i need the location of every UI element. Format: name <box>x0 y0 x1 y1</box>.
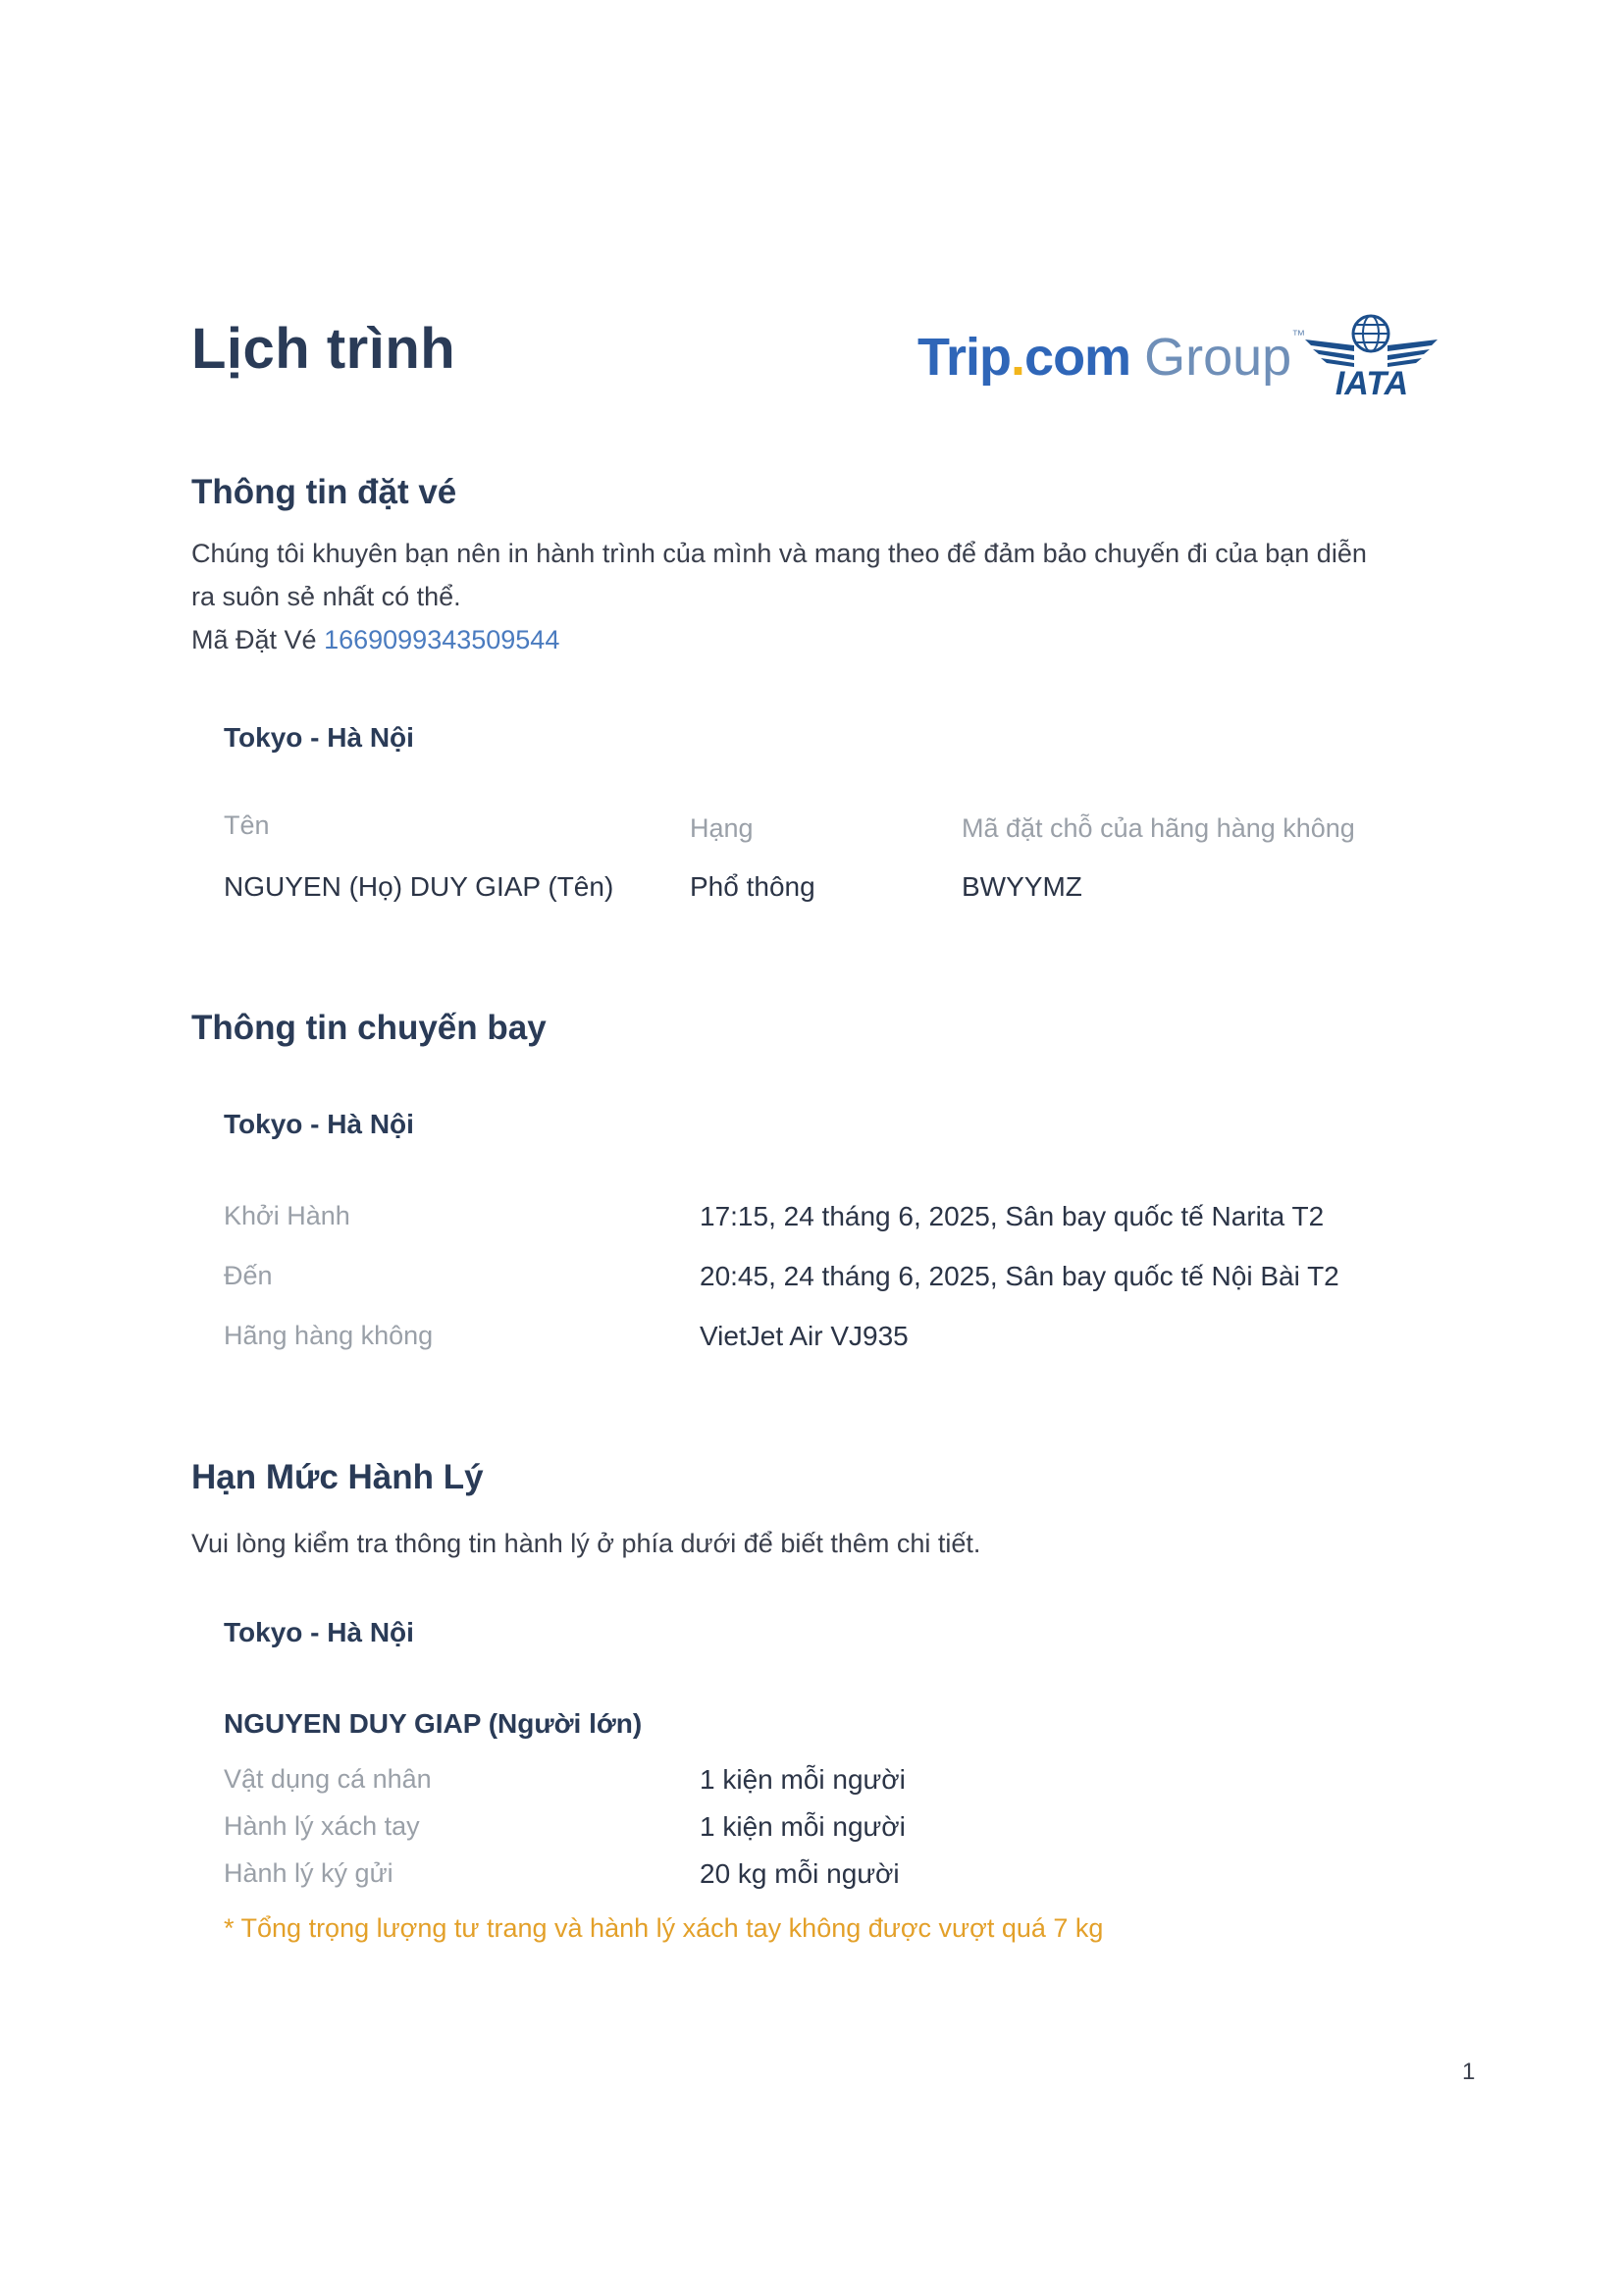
booking-code-row <box>191 618 1447 661</box>
weight-limit-note: * Tổng trọng lượng tư trang và hành lý xách tay không được vượt quá 7 kg <box>224 1913 1104 1943</box>
logo-trip-word: Trip <box>917 328 1012 387</box>
passenger-name-value: NGUYEN (Họ) DUY GIAP (Tên) <box>224 871 614 902</box>
airline-pnr-value: BWYYMZ <box>962 871 1082 902</box>
iata-logo-text: IATA <box>1335 365 1409 398</box>
cabin-class-value: Phổ thông <box>690 871 815 902</box>
iata-logo <box>1305 312 1438 398</box>
airline-pnr-label: Mã đặt chỗ của hãng hàng không <box>962 813 1355 843</box>
flight-info-heading: Thông tin chuyến bay <box>191 1009 547 1047</box>
logo-trademark: ™ <box>1291 327 1305 342</box>
booking-intro-line-1: Chúng tôi khuyên bạn nên in hành trình của mình và mang theo để đảm bảo chuyến đi của bạn diễn <box>191 539 1367 568</box>
arrival-value: 20:45, 24 tháng 6, 2025, Sân bay quốc tế Nội Bài T2 <box>700 1261 1339 1291</box>
page-title: Lịch trình <box>191 317 456 381</box>
flight-route: Tokyo - Hà Nội <box>224 1109 414 1139</box>
arrival-label: Đến <box>224 1261 273 1290</box>
logo-group-word: Group <box>1144 328 1292 387</box>
carry-on-label: Hành lý xách tay <box>224 1811 420 1841</box>
baggage-heading: Hạn Mức Hành Lý <box>191 1458 484 1496</box>
airline-value: VietJet Air VJ935 <box>700 1321 909 1351</box>
personal-item-label: Vật dụng cá nhân <box>224 1764 432 1794</box>
cabin-class-label: Hạng <box>690 813 754 843</box>
booking-code-value[interactable]: 1669099343509544 <box>324 625 560 654</box>
baggage-passenger: NGUYEN DUY GIAP (Người lớn) <box>224 1708 643 1739</box>
carry-on-value: 1 kiện mỗi người <box>700 1811 906 1842</box>
page-number: 1 <box>1462 2059 1476 2085</box>
personal-item-value: 1 kiện mỗi người <box>700 1764 906 1795</box>
booking-intro-line-2: ra suôn sẻ nhất có thể. <box>191 582 461 611</box>
tripcom-group-logo <box>917 327 1304 388</box>
booking-info-heading: Thông tin đặt vé <box>191 473 457 511</box>
passenger-name-label: Tên <box>224 810 270 840</box>
booking-intro-text <box>191 532 1447 661</box>
logo-trip-dot: . <box>1011 328 1025 387</box>
logo-com-word: com <box>1024 328 1131 387</box>
baggage-intro: Vui lòng kiểm tra thông tin hành lý ở phía dưới để biết thêm chi tiết. <box>191 1529 981 1558</box>
airline-label: Hãng hàng không <box>224 1321 434 1350</box>
baggage-route: Tokyo - Hà Nội <box>224 1617 414 1647</box>
booking-route: Tokyo - Hà Nội <box>224 722 414 753</box>
departure-label: Khởi Hành <box>224 1201 350 1230</box>
checked-baggage-value: 20 kg mỗi người <box>700 1858 900 1889</box>
departure-value: 17:15, 24 tháng 6, 2025, Sân bay quốc tế Narita T2 <box>700 1201 1325 1231</box>
booking-code-label: Mã Đặt Vé <box>191 625 317 654</box>
checked-baggage-label: Hành lý ký gửi <box>224 1858 393 1888</box>
